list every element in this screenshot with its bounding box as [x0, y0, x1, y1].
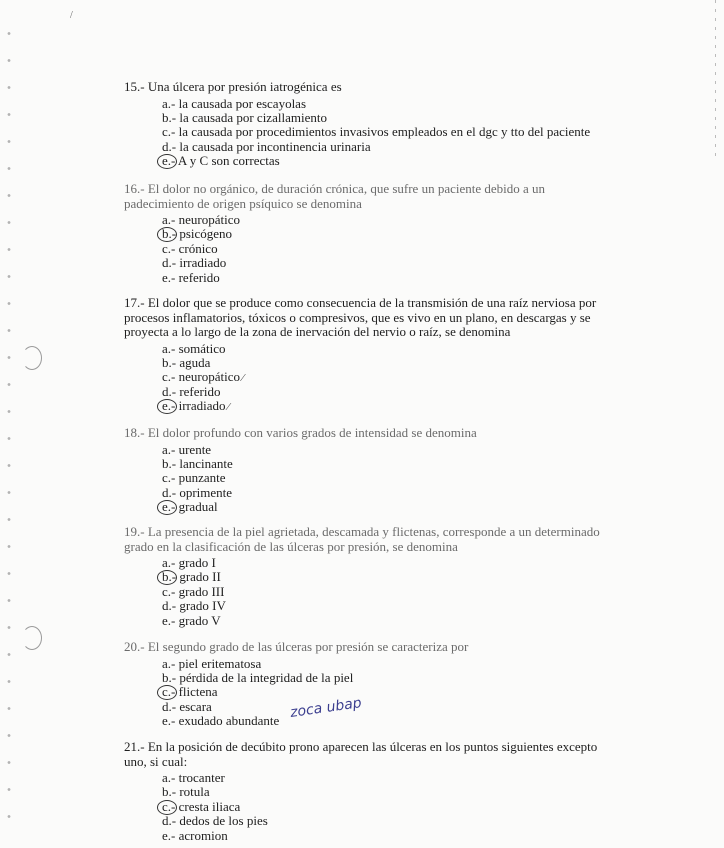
answer-circle — [157, 500, 177, 515]
option-a: a.- urente — [162, 441, 212, 457]
answer-circle — [157, 399, 177, 414]
option-c: c.- cresta iliaca — [162, 800, 614, 814]
question-stem: 16.- El dolor no orgánico, de duración crónica, que sufre un paciente debido a un padecimiento de origen psíquico se denomina — [124, 181, 546, 211]
question-stem: 17.- El dolor que se produce como consecuencia de la transmisión de una raíz nerviosa por procesos inflamatorios, tóxicos o compresivos, que es vivo en un plano, en descargas y se proyecta a lo largo de la zona de inervación del nervio o raíz, se denomina — [124, 295, 597, 339]
question-16 — [124, 182, 614, 285]
option-b: b.- psicógeno — [162, 227, 614, 241]
option-e: e.- acromion — [162, 827, 228, 843]
option-e: e.- exudado abundante — [162, 713, 280, 729]
option-a: a.- piel eritematosa — [162, 655, 262, 671]
question-20 — [124, 640, 614, 728]
question-21 — [124, 740, 614, 843]
option-c: c.- punzante — [162, 470, 226, 486]
option-b: b.- rotula — [162, 784, 210, 800]
option-a: a.- somático — [162, 340, 226, 356]
option-e: e.- grado V — [162, 612, 221, 628]
option-b: b.- grado II — [162, 570, 614, 584]
option-d: d.- irradiado — [162, 255, 227, 271]
option-e: e.- referido — [162, 269, 220, 285]
option-d: d.- referido — [162, 383, 221, 399]
option-d: d.- dedos de los pies — [162, 813, 268, 829]
option-a: a.- trocanter — [162, 770, 225, 785]
option-b: b.- lancinante — [162, 455, 233, 471]
punch-hole-upper — [22, 346, 42, 370]
option-a: a.- grado I — [162, 555, 216, 570]
question-stem: 20.- El segundo grado de las úlceras por presión se caracteriza por — [124, 639, 469, 654]
answer-circle — [157, 154, 177, 169]
option-list — [162, 657, 614, 729]
stray-mark: / — [70, 10, 73, 21]
option-c: c.- neuropático ⁄ — [162, 369, 244, 385]
page-edge-mark — [715, 0, 716, 160]
option-list — [162, 97, 614, 169]
option-d: d.- escara — [162, 698, 212, 714]
option-list — [162, 342, 614, 414]
question-stem: 15.- Una úlcera por presión iatrogénica es — [124, 79, 342, 94]
option-c: c.- la causada por procedimientos invasivos empleados en el dgc y tto del paciente — [162, 124, 591, 140]
check-mark-icon: ⁄ — [241, 372, 244, 385]
option-list — [162, 556, 614, 628]
question-18 — [124, 426, 614, 514]
question-17 — [124, 296, 614, 413]
punch-hole-lower — [22, 626, 42, 650]
question-19 — [124, 525, 614, 628]
option-list — [162, 443, 614, 515]
option-d: d.- oprimente — [162, 484, 233, 500]
option-d: d.- grado IV — [162, 598, 226, 614]
option-e: e.- A y C son correctas — [162, 154, 614, 168]
option-c: c.- grado III — [162, 583, 225, 599]
question-stem: 19.- La presencia de la piel agrietada, descamada y flictenas, corresponde a un determinado grado en la clasificación de las úlceras por presión, se denomina — [124, 524, 600, 554]
option-list — [162, 771, 614, 843]
option-d: d.- la causada por incontinencia urinaria — [162, 138, 371, 154]
option-a: a.- neuropático — [162, 212, 240, 227]
question-stem: 18.- El dolor profundo con varios grados de intensidad se denomina — [124, 425, 477, 440]
option-e: e.- gradual — [162, 500, 614, 514]
option-b: b.- pérdida de la integridad de la piel — [162, 669, 354, 685]
question-stem: 21.- En la posición de decúbito prono aparecen las úlceras en los puntos siguientes excepto uno, si cual: — [124, 739, 598, 769]
option-b: b.- aguda — [162, 354, 211, 370]
option-b: b.- la causada por cizallamiento — [162, 109, 327, 125]
option-c: c.- crónico — [162, 240, 218, 256]
check-mark-icon: ⁄ — [227, 401, 230, 414]
option-e: e.- irradiado ⁄ — [162, 399, 614, 413]
question-15 — [124, 80, 614, 168]
binding-holes — [2, 20, 16, 840]
option-list — [162, 213, 614, 285]
option-c: c.- flictena — [162, 685, 614, 699]
option-a: a.- la causada por escayolas — [162, 95, 307, 111]
handwritten-note: zoca ubap — [289, 695, 363, 721]
